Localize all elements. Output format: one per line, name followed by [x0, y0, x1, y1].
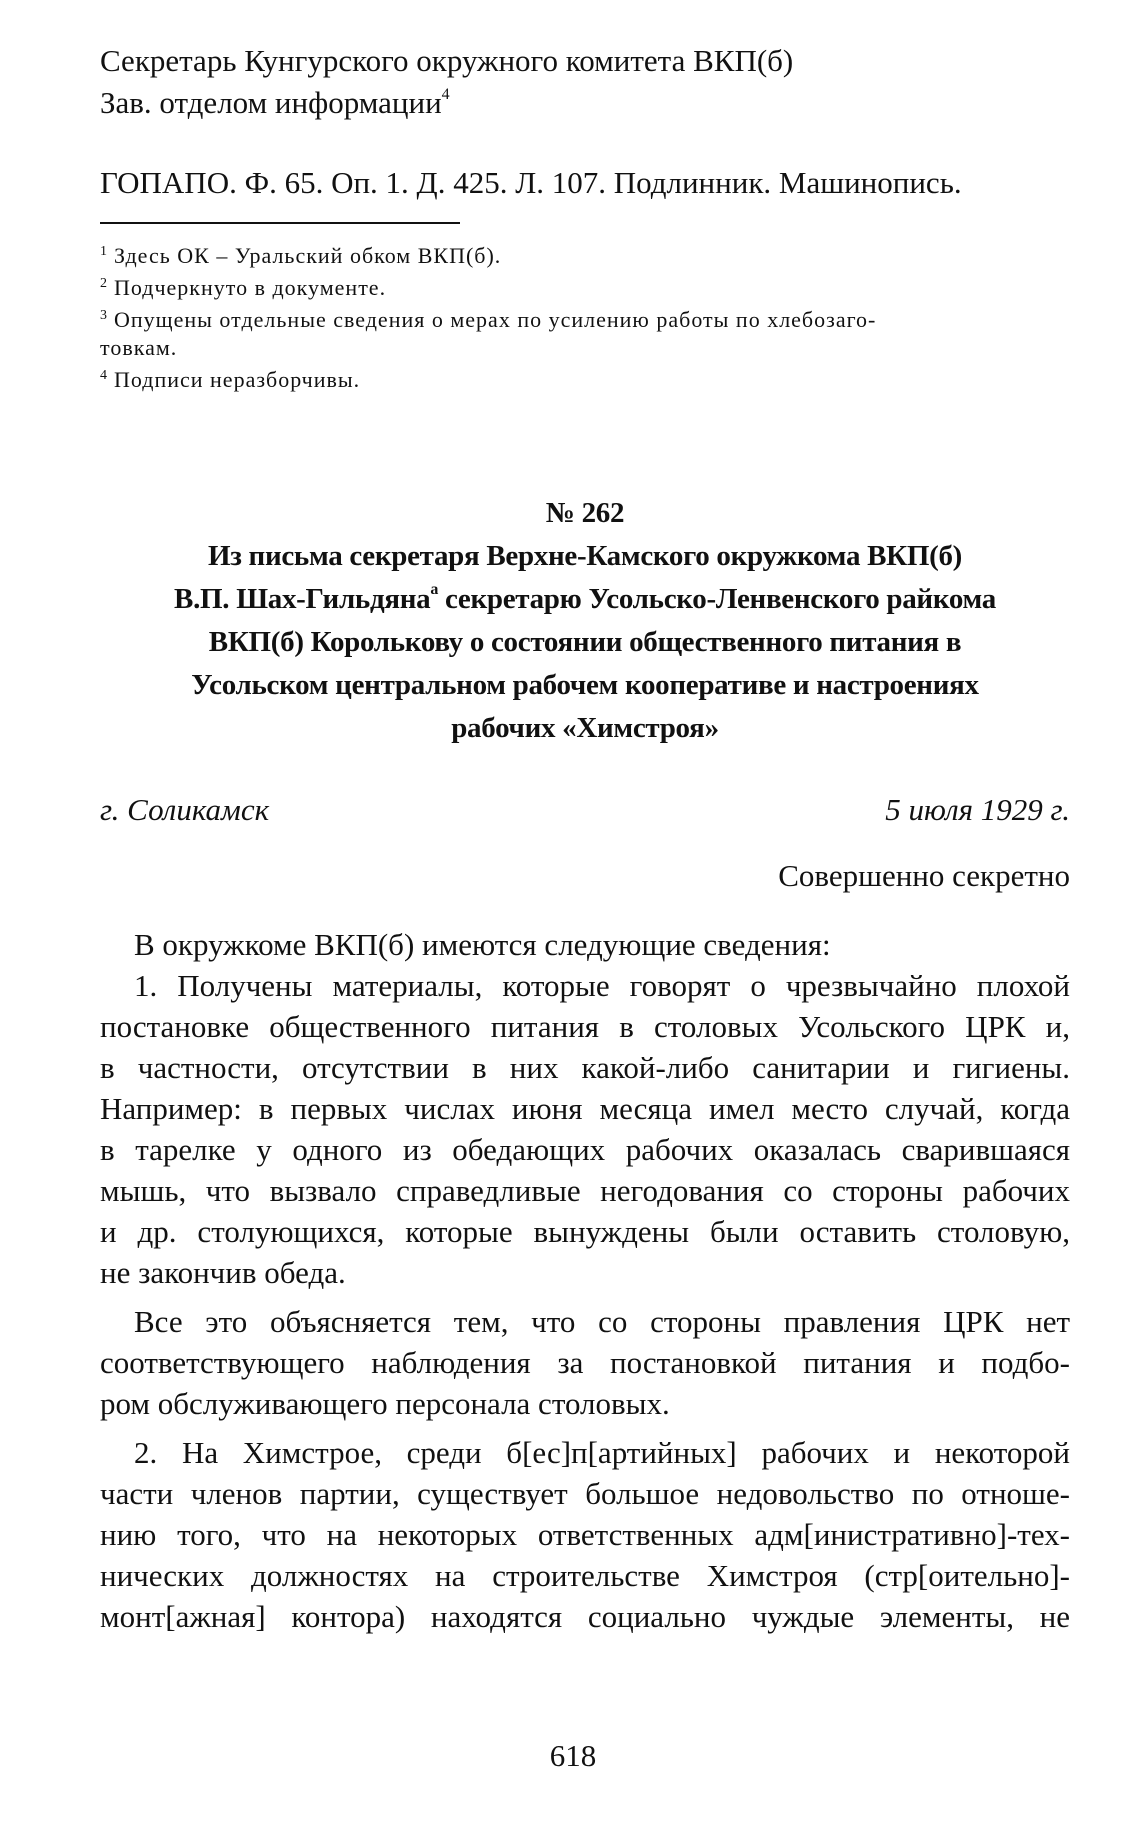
body-line: в тарелке у одного из обедающих рабочих оказалась сварившаяся [100, 1132, 1070, 1167]
body-line: Все это объясняется тем, что со стороны правления ЦРК нет [134, 1304, 1070, 1339]
place-date-row [100, 788, 1070, 832]
footnote-number: 1 [100, 244, 108, 259]
footnote-number: 4 [100, 368, 108, 383]
body-line: не закончив обеда. [100, 1255, 346, 1290]
body-line: в частности, отсутствии в них какой-либо санитарии и гигиены. [100, 1050, 1070, 1085]
footnote [100, 270, 1070, 302]
footnote [100, 238, 1070, 270]
body-line: постановке общественного питания в столовых Усольского ЦРК и, [100, 1009, 1070, 1044]
body-line: ром обслуживающего персонала столовых. [100, 1386, 670, 1421]
body-line: и др. столующихся, которые вынуждены были оставить столовую, [100, 1214, 1070, 1249]
body-paragraph [100, 1301, 1070, 1424]
document-title-line: рабочих «Химстроя» [451, 712, 719, 744]
body-line: В окружкоме ВКП(б) имеются следующие сведения: [134, 927, 831, 962]
document-date: 5 июля 1929 г. [885, 792, 1070, 827]
classification-label: Совершенно секретно [778, 858, 1070, 893]
document-heading [100, 492, 1070, 750]
footnote-text: Здесь ОК – Уральский обком ВКП(б). [114, 243, 502, 268]
document-title-author: В.П. Шах-Гильдяна [174, 583, 431, 615]
body-paragraph [100, 924, 1070, 965]
footnote [100, 302, 1070, 362]
document-number: № 262 [545, 497, 625, 529]
footnote-divider [100, 222, 460, 224]
body-line: части членов партии, существует большое недовольство по отноше- [100, 1476, 1070, 1511]
footnote-number: 2 [100, 276, 108, 291]
document-title-line: Усольском центральном рабочем кооперативе и настроениях [191, 669, 979, 701]
body-line: нических должностях на строительстве Химстроя (стр[оительно]- [100, 1558, 1070, 1593]
body-line: монт[ажная] контора) находятся социально чуждые элементы, не [100, 1599, 1070, 1634]
body-paragraph [100, 965, 1070, 1293]
footnote-text: Подписи неразборчивы. [114, 367, 361, 392]
body-paragraph [100, 1432, 1070, 1637]
signature-line-secretary: Секретарь Кунгурского окружного комитета ВКП(б) [100, 43, 794, 78]
footnote [100, 362, 1070, 394]
editorial-note-mark: а [430, 581, 439, 598]
footnote-text-continued: товкам. [100, 335, 178, 360]
letter-body [100, 924, 1070, 1637]
body-line: мышь, что вызвало справедливые негодования со стороны рабочих [100, 1173, 1070, 1208]
document-page [100, 40, 1070, 1637]
signature-block [100, 40, 1070, 124]
body-line: соответствующего наблюдения за постановкой питания и подбо- [100, 1345, 1070, 1380]
document-title-recipient: секретарю Усольско-Ленвенского райкома [445, 583, 996, 615]
footnote-ref-4: 4 [441, 86, 450, 103]
body-line: нию того, что на некоторых ответственных адм[инистративно]-тех- [100, 1517, 1070, 1552]
footnote-number: 3 [100, 308, 108, 323]
document-place: г. Соликамск [100, 792, 270, 827]
body-line: 1. Получены материалы, которые говорят о чрезвычайно плохой [134, 968, 1070, 1003]
body-line: Например: в первых числах июня месяца имел место случай, когда [100, 1091, 1070, 1126]
body-line: 2. На Химстрое, среди б[ес]п[артийных] рабочих и некоторой [134, 1435, 1070, 1470]
archive-source: ГОПАПО. Ф. 65. Оп. 1. Д. 425. Л. 107. Подлинник. Машинопись. [100, 165, 962, 200]
footnotes [100, 238, 1070, 394]
page-number: 618 [549, 1738, 597, 1773]
footnote-text: Подчеркнуто в документе. [114, 275, 387, 300]
document-title-line: ВКП(б) Королькову о состоянии общественного питания в [208, 626, 962, 658]
document-title-line [100, 578, 1070, 621]
signature-line-info-head [100, 82, 1070, 124]
document-title-line: Из письма секретаря Верхне-Камского окружкома ВКП(б) [207, 540, 963, 572]
signature-line-info-text: Зав. отделом информации [100, 85, 442, 120]
footnote-text: Опущены отдельные сведения о мерах по усилению работы по хлебозаго- [114, 307, 877, 332]
